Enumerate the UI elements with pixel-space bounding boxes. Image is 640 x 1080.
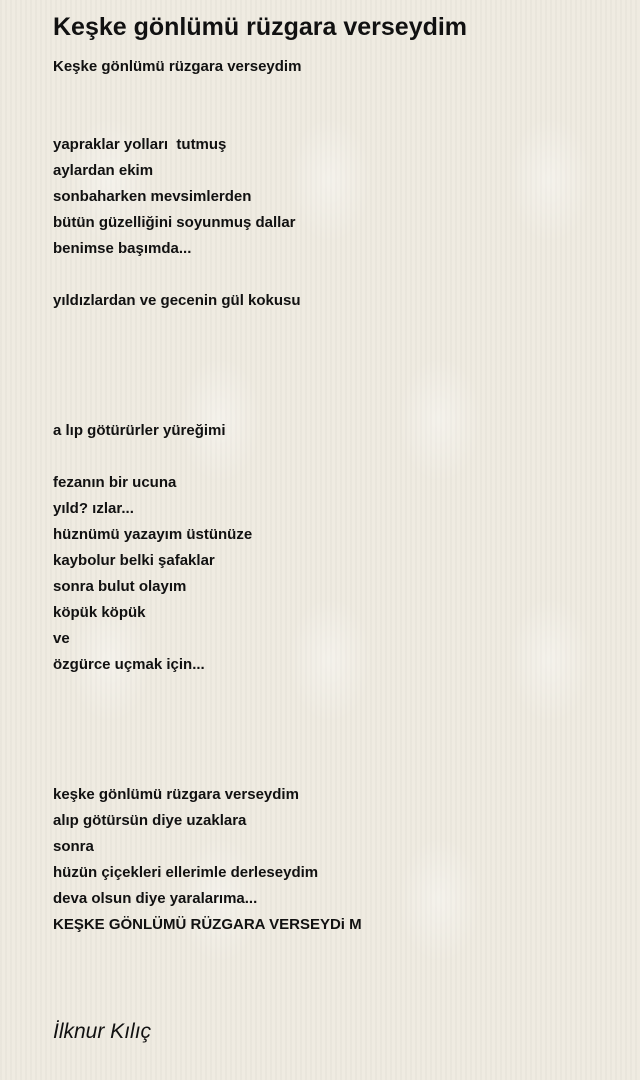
poem-line — [53, 444, 613, 470]
poem-line: yapraklar yolları tutmuş — [53, 136, 227, 153]
poem-line: hüzün çiçekleri ellerimle derleseydim — [53, 864, 319, 881]
poem-line: bütün güzelliğini soyunmuş dallar — [53, 214, 296, 231]
poem-line: özgürce uçmak için... — [53, 656, 205, 673]
poem-line — [53, 704, 613, 730]
poem-line — [53, 262, 613, 288]
poem-line: kaybolur belki şafaklar — [53, 552, 215, 569]
poem-subtitle: Keşke gönlümü rüzgara verseydim — [53, 58, 302, 75]
poem-line: deva olsun diye yaralarıma... — [53, 890, 258, 907]
poem-line: sonbaharken mevsimlerden — [53, 188, 252, 205]
poem-line: benimse başımda... — [53, 240, 192, 257]
poem-line: keşke gönlümü rüzgara verseydim — [53, 786, 299, 803]
poem-line — [53, 730, 613, 756]
poem-line — [53, 314, 613, 340]
poem-line: fezanın bir ucuna — [53, 474, 177, 491]
poem-line: köpük köpük — [53, 604, 146, 621]
poem-line — [53, 756, 613, 782]
poem-line: sonra bulut olayım — [53, 578, 187, 595]
poem-line: yıldızlardan ve gecenin gül kokusu — [53, 292, 301, 309]
poem-page — [53, 12, 613, 938]
poem-line: yıld? ızlar... — [53, 500, 134, 517]
poem-line: ve — [53, 630, 70, 647]
poem-line: sonra — [53, 838, 94, 855]
poem-body — [53, 132, 613, 938]
poem-author: İlknur Kılıç — [53, 1020, 152, 1043]
poem-title: Keşke gönlümü rüzgara verseydim — [53, 13, 468, 41]
poem-line — [53, 366, 613, 392]
poem-line: hüznümü yazayım üstünüze — [53, 526, 253, 543]
poem-line: aylardan ekim — [53, 162, 154, 179]
poem-line: KEŞKE GÖNLÜMÜ RÜZGARA VERSEYDi M — [53, 916, 362, 933]
poem-line: a lıp götürürler yüreğimi — [53, 422, 226, 439]
poem-line — [53, 678, 613, 704]
poem-line — [53, 392, 613, 418]
poem-line: alıp götürsün diye uzaklara — [53, 812, 247, 829]
poem-line — [53, 340, 613, 366]
